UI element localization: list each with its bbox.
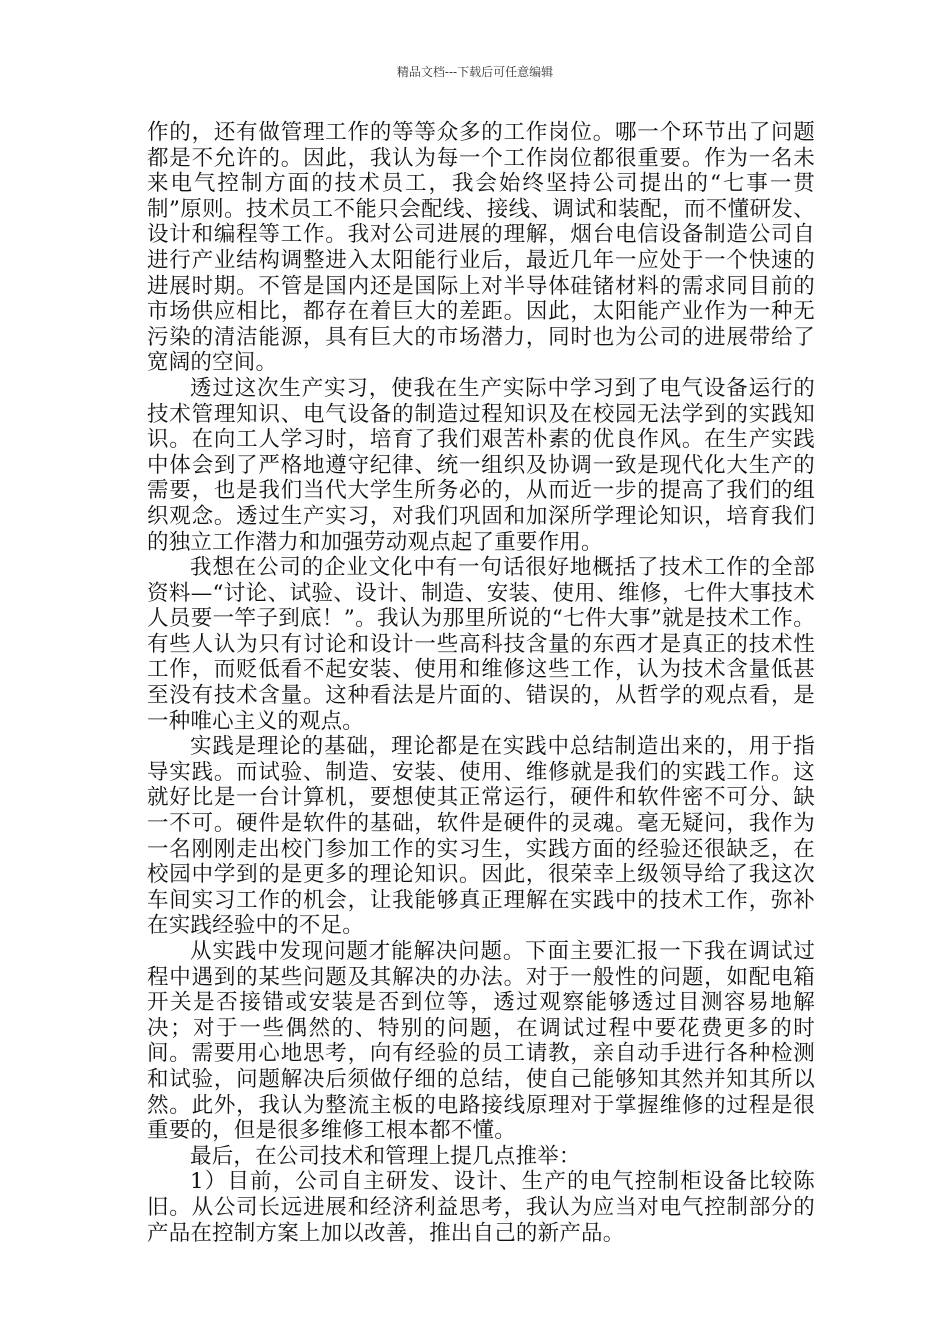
paragraph: 我想在公司的企业文化中有一句话很好地概括了技术工作的全部资料—“讨论、试验、设计、制造、安装、使用、维修，七件大事技术人员要一竿子到底！”。我认为那里所说的“七件大事”就是技术工作。有些人认为只有讨论和设计一些高科技含量的东西才是真正的技术性工作，而贬低看不起安装、使用和维修这些工作，认为技术含量低甚至没有技术含量。这种看法是片面的、错误的，从哲学的观点看，是一种唯心主义的观点。: [147, 555, 815, 734]
document-body: [147, 120, 815, 1246]
paragraph: 最后，在公司技术和管理上提几点推举：: [190, 1143, 581, 1169]
paragraph: 1）目前，公司自主研发、设计、生产的电气控制柜设备比较陈旧。从公司长远进展和经济利益思考，我认为应当对电气控制部分的产品在控制方案上加以改善，推出自己的新产品。: [147, 1169, 815, 1246]
paragraph: 从实践中发现问题才能解决问题。下面主要汇报一下我在调试过程中遇到的某些问题及其解决的办法。对于一般性的问题，如配电箱开关是否接错或安装是否到位等，透过观察能够透过目测容易地解决；对于一些偶然的、特别的问题，在调试过程中要花费更多的时间。需要用心地思考，向有经验的员工请教，亲自动手进行各种检测和试验，问题解决后须做仔细的总结，使自己能够知其然并知其所以然。此外，我认为整流主板的电路接线原理对于掌握维修的过程是很重要的，但是很多维修工根本都不懂。: [147, 939, 815, 1144]
paragraph: 作的，还有做管理工作的等等众多的工作岗位。哪一个环节出了问题都是不允许的。因此，我认为每一个工作岗位都很重要。作为一名未来电气控制方面的技术员工，我会始终坚持公司提出的“七事一贯制”原则。技术员工不能只会配线、接线、调试和装配，而不懂研发、设计和编程等工作。我对公司进展的理解，烟台电信设备制造公司自进行产业结构调整进入太阳能行业后，最近几年一应处于一个快速的进展时期。不管是国内还是国际上对半导体硅锗材料的需求同目前的市场供应相比，都存在着巨大的差距。因此，太阳能产业作为一种无污染的清洁能源，具有巨大的市场潜力，同时也为公司的进展带给了宽阔的空间。: [147, 120, 815, 376]
paragraph: 透过这次生产实习，使我在生产实际中学习到了电气设备运行的技术管理知识、电气设备的制造过程知识及在校园无法学到的实践知识。在向工人学习时，培育了我们艰苦朴素的优良作风。在生产实践中体会到了严格地遵守纪律、统一组织及协调一致是现代化大生产的需要，也是我们当代大学生所务必的，从而近一步的提高了我们的组织观念。透过生产实习，对我们巩固和加深所学理论知识，培育我们的独立工作潜力和加强劳动观点起了重要作用。: [147, 375, 815, 555]
page-header: 精品文档---下载后可任意编辑: [396, 65, 554, 79]
paragraph: 实践是理论的基础，理论都是在实践中总结制造出来的，用于指导实践。而试验、制造、安装、使用、维修就是我们的实践工作。这就好比是一台计算机，要想使其正常运行，硬件和软件密不可分、缺一不可。硬件是软件的基础，软件是硬件的灵魂。毫无疑问，我作为一名刚刚走出校门参加工作的实习生，实践方面的经验还很缺乏，在校园中学到的是更多的理论知识。因此，很荣幸上级领导给了我这次车间实习工作的机会，让我能够真正理解在实践中的技术工作，弥补在实践经验中的不足。: [147, 734, 815, 939]
